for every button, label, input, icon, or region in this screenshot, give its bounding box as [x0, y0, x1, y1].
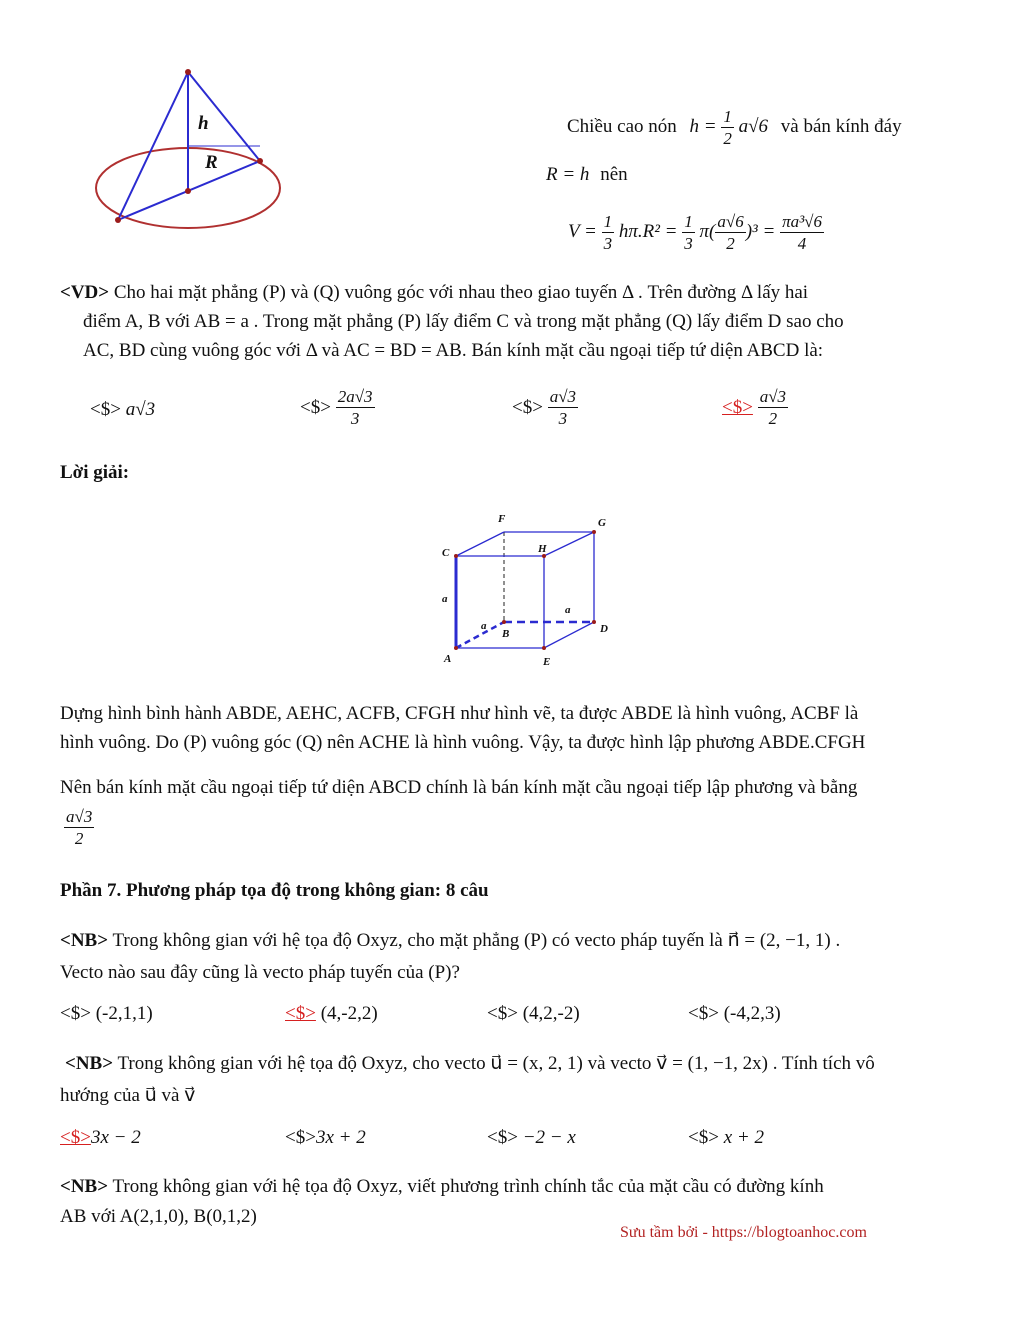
q1-option-b[interactable]: <$> $\frac{2a√3}{3}$ [300, 387, 373, 428]
cube-label-F: F [498, 513, 506, 525]
cube-label-a-left: a [442, 593, 448, 605]
cone-r-line [546, 164, 628, 186]
cube-label-E: E [543, 656, 551, 668]
section-7-heading: Phần 7. Phương pháp tọa độ trong không gian: 8 câu [60, 880, 489, 901]
q1-option-d-correct[interactable]: <$> $\frac{a√3}{2}$ [722, 387, 787, 428]
r-eq: R = h [546, 164, 590, 185]
cube-figure [440, 510, 620, 670]
solution-heading: Lời giải: [60, 462, 130, 483]
h-eq: h = [689, 116, 717, 138]
solution-paragraph-2: Nên bán kính mặt cầu ngoại tiếp tứ diện ABCD chính là bán kính mặt cầu ngoại tiếp lập phương và bằng [60, 777, 858, 798]
h-frac: $\frac{1}{2}$ [723, 107, 732, 148]
cone-height-line [567, 108, 902, 148]
cube-label-H: H [538, 543, 547, 555]
cube-label-C: C [442, 547, 450, 559]
q1-option-c[interactable]: <$> $\frac{a√3}{3}$ [512, 387, 577, 428]
solution-result-fraction: $\frac{a√3}{2}$ [66, 807, 93, 848]
question-4: <NB> Trong không gian với hệ tọa độ Oxyz, viết phương trình chính tắc của mặt cầu có đường kính AB với A(2,1,0), B(0,1,2) [60, 1176, 824, 1227]
q3-option-b[interactable]: <$>3x + 2 [285, 1127, 366, 1148]
cone-so-text: nên [600, 164, 628, 185]
cone-volume-line: V = $\frac{1}{3}$ hπ.R² = $\frac{1}{3}$ π( $\frac{a√6}{2}$ )³ = $\frac{\text{πa³√6}}{4}$ [568, 212, 823, 253]
q1-tag: <VD> [60, 282, 110, 303]
q3-option-a-correct[interactable]: <$>3x − 2 [60, 1127, 141, 1148]
q2-option-a[interactable]: <$> (-2,1,1) [60, 1003, 153, 1024]
cone-label-h: h [198, 113, 209, 134]
q2-option-d[interactable]: <$> (-4,2,3) [688, 1003, 781, 1024]
cube-label-G: G [598, 517, 606, 529]
cone-height-text: Chiều cao nón [567, 116, 677, 138]
h-val: a√6 [738, 116, 769, 138]
solution-paragraph-1: Dựng hình bình hành ABDE, AEHC, ACFB, CFGH như hình vẽ, ta được ABDE là hình vuông, ACBF là hình vuông. Do (P) vuông góc (Q) nên ACHE là hình vuông. Vậy, ta được hình lập phương ABDE.CFGH [60, 703, 866, 753]
q2-option-b-correct[interactable]: <$> (4,-2,2) [285, 1003, 378, 1024]
cube-label-a-bottom: a [481, 620, 487, 632]
q1-line2: điểm A, B với AB = a . Trong mặt phẳng (P) lấy điểm C và trong mặt phẳng (Q) lấy điểm D sao cho [83, 311, 844, 332]
q2-option-c[interactable]: <$> (4,2,-2) [487, 1003, 580, 1024]
q3-option-c[interactable]: <$> −2 − x [487, 1127, 576, 1148]
q1-line1: Cho hai mặt phẳng (P) và (Q) vuông góc với nhau theo giao tuyến Δ . Trên đường Δ lấy hai [113, 282, 809, 303]
cone-figure [90, 60, 290, 230]
cone-and-text: và bán kính đáy [780, 116, 902, 138]
cube-label-A: A [444, 653, 452, 665]
cube-label-B: B [502, 628, 510, 640]
q3-option-d[interactable]: <$> x + 2 [688, 1127, 764, 1148]
question-1 [60, 278, 980, 365]
cube-label-a-right: a [565, 604, 571, 616]
question-3: <NB> Trong không gian với hệ tọa độ Oxyz, cho vecto u⃗ = (x, 2, 1) và vecto v⃗ = (1, −1, 2x) . Tính tích vô hướng của u⃗ và v⃗ [60, 1053, 875, 1106]
q1-option-a[interactable]: <$> a√3 [90, 399, 156, 420]
q1-line3: AC, BD cùng vuông góc với Δ và AC = BD = AB. Bán kính mặt cầu ngoại tiếp tứ diện ABCD là: [83, 340, 824, 361]
cube-label-D: D [600, 623, 608, 635]
footer-source: Sưu tầm bởi - https://blogtoanhoc.com [620, 1224, 867, 1241]
cone-label-R: R [205, 152, 218, 173]
question-2: <NB> Trong không gian với hệ tọa độ Oxyz, cho mặt phẳng (P) có vecto pháp tuyến là n⃗ = (2, −1, 1) . Vecto nào sau đây cũng là vecto pháp tuyến của (P)? [60, 930, 841, 983]
